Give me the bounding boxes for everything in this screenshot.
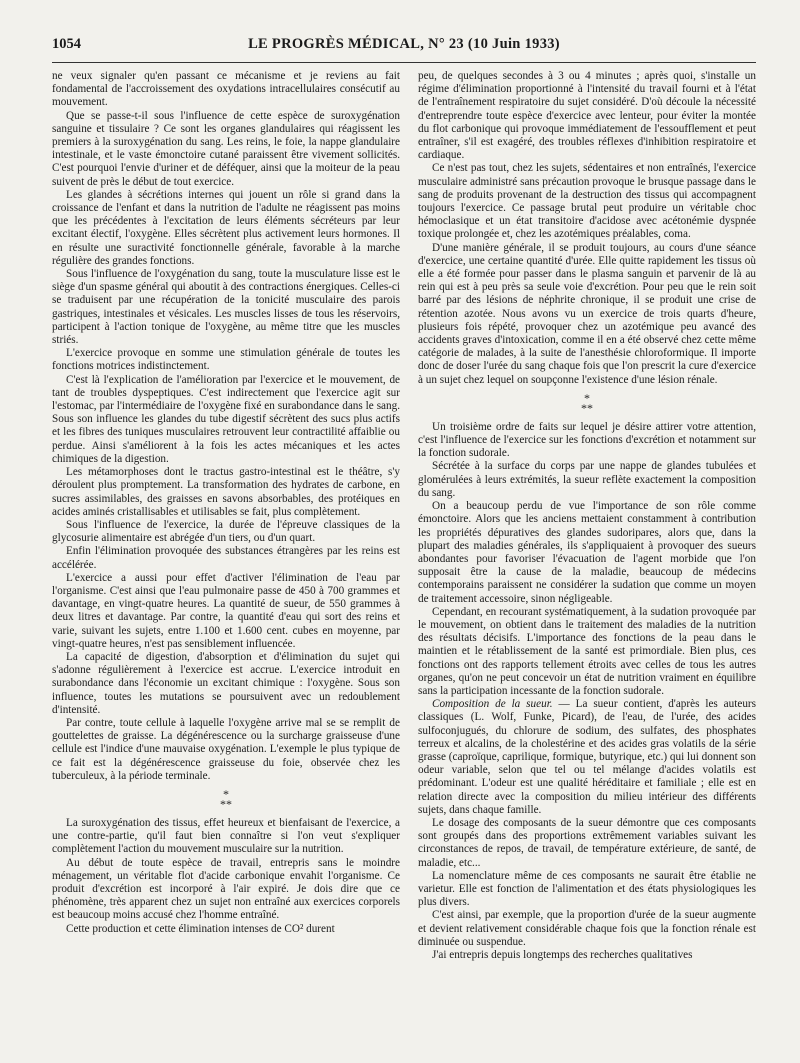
paragraph: Les métamorphoses dont le tractus gastro-intestinal est le théâtre, s'y déroulent plus promptement. La transformation des hydrates de carbone, en sucres assimilables, des graisses en savons absorbables, des protéiques en acides aminés cristallisables et utilisables se fait, plus complètement. <box>52 466 400 518</box>
paragraph: ne veux signaler qu'en passant ce mécanisme et je reviens au fait fondamental de l'accroissement des oxydations intracellulaires consécutif au mouvement. <box>52 70 400 109</box>
paragraph: Le dosage des composants de la sueur démontre que ces composants sont groupés dans des proportions extrêmement variables suivant les circonstances de repos, de travail, de température extérieure, de santé, de maladie, etc... <box>418 816 756 869</box>
paragraph: La suroxygénation des tissus, effet heureux et bienfaisant de l'exercice, a une contre-partie, qu'il faut bien connaître si l'on veut s'expliquer complètement l'action du mouvement musculaire sur la nutrition. <box>52 816 400 856</box>
page-header <box>52 36 756 58</box>
paragraph: Sous l'influence de l'oxygénation du sang, toute la musculature lisse est le siège d'un spasme général qui aboutit à des contractions énergiques. Celles-ci se traduisent par une récupération de la tonicité musculaire des parois gastriques, intestinales et vésicales. Les muscles lisses de tous les réservoirs, participent à l'action tonique de l'oxygène, au même titre que les muscles striés. <box>52 268 400 347</box>
separator-star: * <box>581 400 587 415</box>
paragraph: D'une manière générale, il se produit toujours, au cours d'une séance d'exercice, une certaine quantité d'urée. Elle quitte rapidement les tissus où elle a été formée pour passer dans le plasma sanguin et parvenir de là au rein qui est à peu près sa seule voie d'excrétion. Pour peu que le rein soit barré par des lésions de néphrite chronique, il se produit une crise de rétention azotée. Nous avons vu un exercice de trois quarts d'heure, plusieurs fois répété, provoquer chez un azotémique peu avancé des accidents graves d'intoxication, comme il en a été observé chez cette même catégorie de malades, à la suite de l'anesthésie chloroformique. Il importe donc de doser l'urée du sang chaque fois que l'on prescrit la cure d'exercice à un sujet chez lequel on soupçonne l'existence d'une lésion rénale. <box>418 241 756 386</box>
separator-star: * <box>584 390 590 405</box>
page-number: 1054 <box>52 36 81 52</box>
paragraph: Sous l'influence de l'exercice, la durée de l'épreuve classiques de la glycosurie alimentaire est abrégée d'un tiers, ou d'un quart. <box>52 518 400 545</box>
left-column <box>52 70 400 1060</box>
paragraph: Que se passe-t-il sous l'influence de cette espèce de suroxygénation sanguine et tissulaire ? Ce sont les organes glandulaires qui réagissent les premiers à la suroxygénation du sang. Les reins, le foie, la nappe glandulaire intestinale, et le vaste émonctoire cutané paraissent être vivement sollicités. C'est pourquoi l'envie d'uriner et de déféquer, ainsi que la moiteur de la peau suivent de près le début de tout exercice. <box>52 109 400 188</box>
paragraph: Cependant, en recourant systématiquement, à la sudation provoquée par le mouvement, on obtient dans le traitement des maladies de la nutrition des résultats décisifs. L'importance des fonctions de la peau dans le maintien et le rétablissement de la santé est primordiale. Bien plus, ces fonctions ont des rapports tellement étroits avec celles de tous les autres organes, qu'on ne peut concevoir un état de nutrition vraiment en équilibre sans la participation incessante de la fonction sudorale. <box>418 605 756 697</box>
paragraph: Sécrétée à la surface du corps par une nappe de glandes tubulées et glomérulées à leurs extrémités, la sueur reflète exactement la composition du sang. <box>418 460 756 499</box>
paragraph: On a beaucoup perdu de vue l'importance de son rôle comme émonctoire. Alors que les anciens mettaient constamment à contribution les propriétés dépuratives des glandes sudoripares, alors que, dans la plupart des maladies générales, ils s'appliquaient à provoquer des sueurs abondantes pour favoriser l'évacuation de l'agent morbide que l'on supposait être la cause de la maladie, beaucoup de médecins contemporains paraissent ne considérer la sudation que comme un moyen de traitement accessoire, sinon négligeable. <box>418 500 756 605</box>
paragraph: Par contre, toute cellule à laquelle l'oxygène arrive mal se se remplit de gouttelettes de graisse. La dégénérescence ou la surcharge graisseuse d'une cellule est l'indice d'une mauvaise oxygénation. L'exemple le plus typique de ce fait est la dégénérescence graisseuse du foie, observée chez les tuberculeux, à la période terminale. <box>52 716 400 782</box>
paragraph: Enfin l'élimination provoquée des substances étrangères par les reins est accélérée. <box>52 545 400 571</box>
section-separator <box>52 786 400 811</box>
right-column <box>418 70 756 1060</box>
paragraph: C'est ainsi, par exemple, que la proportion d'urée de la sueur augmente et devient relativement considérable chaque fois que la fonction rénale est diminuée ou suspendue. <box>418 909 756 948</box>
paragraph: Cette production et cette élimination intenses de CO² durent <box>66 922 335 935</box>
paragraph: La nomenclature même de ces composants ne saurait être établie ne varietur. Elle est fonction de l'alimentation et des états physiologiques les plus divers. <box>418 869 756 909</box>
journal-title: LE PROGRÈS MÉDICAL, N° 23 (10 Juin 1933) <box>248 36 560 52</box>
separator-star: * <box>226 796 232 811</box>
paragraph: Au début de toute espèce de travail, entrepris sans le moindre ménagement, un véritable flot d'acide carbonique envahit l'organisme. Ce produit d'excrétion est incorporé à l'air expiré. Je dois dire que ce phénomène, très apparent chez un sujet non entraîné aux exercices corporels est beaucoup moins accusé chez l'homme entraîné. <box>52 856 400 922</box>
composition-heading: Composition de la sueur. <box>432 698 553 711</box>
paragraph: La capacité de digestion, d'absorption et d'élimination du sujet qui s'adonne régulièrement à l'exercice est accrue. L'exercice introduit en surabondance dans l'économie un excitant chimique : l'oxygène. Sous son influence, toutes les mutations se poursuivent avec un redoublement d'intensité. <box>52 650 400 716</box>
paragraph: J'ai entrepris depuis longtemps des recherches qualitatives <box>432 949 693 961</box>
separator-star: * <box>223 786 229 801</box>
header-rule <box>52 62 756 63</box>
separator-star: * <box>220 796 226 811</box>
paragraph: peu, de quelques secondes à 3 ou 4 minutes ; après quoi, s'installe un régime d'élimination proportionné à l'intensité du travail fourni et à l'état de l'entraînement respiratoire du sujet considéré. D'où découle la nécessité d'entreprendre toute espèce d'exercice avec lenteur, pour éviter la montée du flot carbonique qui provoque immédiatement de l'essoufflement et peut entraîner, s'il est exagéré, des troubles réflexes d'inhibition respiratoire et cardiaque. <box>418 70 756 162</box>
separator-star: * <box>587 400 593 415</box>
composition-text: — La sueur contient, d'après les auteurs classiques (L. Wolf, Funke, Picard), de l'eau, de l'urée, des acides sulfoconjugués, du chlorure de sodium, des sulfates, des phosphates terreux et alcalins, de la cholestérine et des acides gras volatils de la série grasse (caproïque, caprilique, formique, butyrique, etc.) qui lui donnent son odeur variable, selon que tel ou tel mélange d'acides volatils est prédominant. L'odeur est une qualité héréditaire et familiale ; elle est en relation directe avec la composition du milieu intérieur des différents sujets, dans chaque famille. <box>418 698 756 816</box>
paragraph-composition <box>418 698 756 817</box>
paragraph: Un troisième ordre de faits sur lequel je désire attirer votre attention, c'est l'influence de l'exercice sur les fonctions d'excrétion et notamment sur la fonction sudorale. <box>418 420 756 460</box>
paragraph: L'exercice a aussi pour effet d'activer l'élimination de l'eau par l'organisme. C'est ainsi que l'eau pulmonaire passe de 450 à 700 grammes et davantage, en vingt-quatre heures. La quantité de sueur, de 550 grammes à deux litres et davantage. Par contre, la quantité d'eau qui sort des reins et varie, suivant les sujets, entre 1.100 et 1.600 cent. cubes en moyenne, par vingt-quatre heures, n'est pas sensiblement influencée. <box>52 571 400 650</box>
section-separator <box>418 390 756 415</box>
paragraph: L'exercice provoque en somme une stimulation générale de toutes les fonctions motrices indistinctement. <box>52 347 400 373</box>
paragraph: Ce n'est pas tout, chez les sujets, sédentaires et non entraînés, l'exercice musculaire administré sans précaution provoque le brusque passage dans le sang de produits provenant de la destruction des tissus qui accompagnent toujours l'exercice. Ce passage brutal peut produire un véritable choc hémoclasique et un état transitoire d'acidose avec acétonémie dyspnée toxique prolongée et, chez les azotémiques préalables, coma. <box>418 162 756 241</box>
paragraph: Les glandes à sécrétions internes qui jouent un rôle si grand dans la croissance de l'enfant et dans la nutrition de l'adulte ne réagissent pas moins que les précédentes à l'excitation de leurs éléments sécréteurs par leur excitant électif, l'oxygène. Elles sécrètent plus activement leurs hormones. Il en résulte une suractivité fonctionnelle générale, favorable à la marche régulière des grandes fonctions. <box>52 188 400 267</box>
paragraph: C'est là l'explication de l'amélioration par l'exercice et le mouvement, de tant de troubles dyspeptiques. C'est indirectement que l'exercice agit sur l'estomac, par l'intermédiaire de l'oxygène fixé en surabondance dans le sang. Sous son influence les glandes du tube digestif sécrètent des sucs plus actifs et les fibres des tuniques musculaires retrouvent leur contractilité affaiblie ou perdue. Ainsi s'améliorent à la fois les actes mécaniques et les actes chimiques de la digestion. <box>52 373 400 465</box>
